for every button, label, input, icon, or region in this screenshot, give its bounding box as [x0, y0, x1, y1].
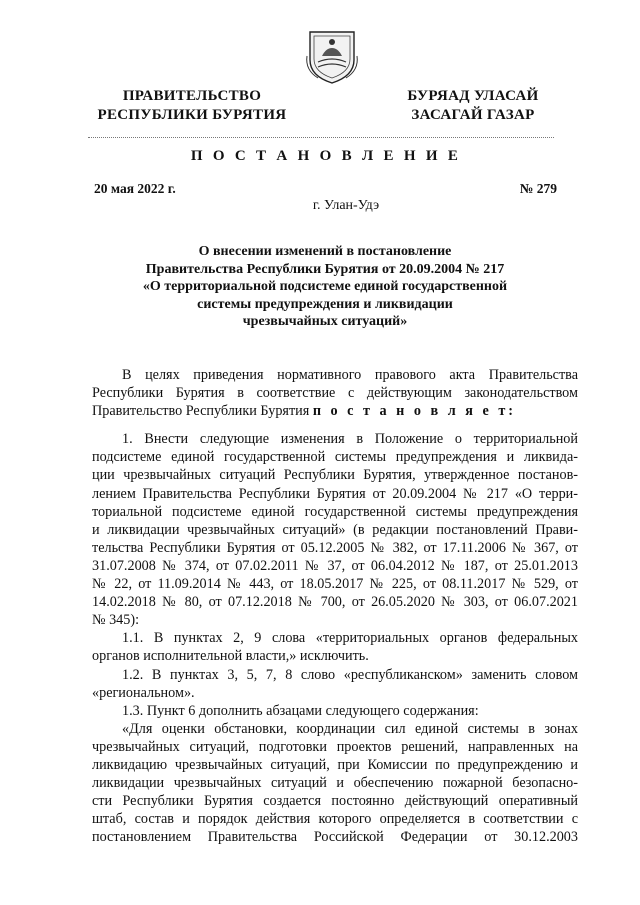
quote-line: сти Республики Бурятия создается постоянно действующий оперативный [92, 793, 578, 810]
preamble-text: Правительство Республики Бурятия [92, 403, 313, 420]
document-date: 20 мая 2022 г. [94, 181, 176, 196]
subject-line: Правительства Республики Бурятия от 20.09.2004 № 217 [145, 261, 505, 277]
item1-line: № 22, от 11.09.2014 № 443, от 18.05.2017 № 225, от 08.11.2017 № 529, от [92, 576, 578, 593]
header-right-line-2: ЗАСАГАЙ ГАЗАР [411, 107, 535, 123]
item1-line: ции чрезвычайных ситуаций Республики Бурятия, утвержденное постанов- [92, 467, 578, 484]
header-right [398, 87, 548, 125]
quote-line: постановлением Правительства Российской Федерации от 30.12.2003 [92, 829, 578, 846]
decree-word: п о с т а н о в л я е т: [312, 403, 517, 420]
quote-line: чрезвычайных ситуаций, подготовки проектов решений, направленных на [92, 738, 578, 755]
document-number: № 279 [519, 181, 557, 196]
item1-line: лением Правительства Республики Бурятия от 20.09.2004 № 217 «О терри- [92, 485, 578, 502]
item1-line: 1. Внести следующие изменения в Положение о территориальной [122, 431, 578, 448]
quote-line: штаб, состав и порядок действия которого определяется в соответствии с [92, 811, 578, 828]
quote-line: ликвидацию чрезвычайных ситуаций, при Комиссии по предупреждению и [92, 756, 578, 773]
item1-line: № 345): [92, 612, 140, 629]
quote-line: «Для оценки обстановки, координации сил единой системы в зонах [122, 720, 578, 737]
header-left [92, 87, 292, 125]
coat-of-arms-icon [304, 26, 360, 86]
item1-1-line: органов исполнительной власти,» исключить. [92, 648, 369, 665]
preamble-line: Республики Бурятия в соответствие с действующим законодательством [92, 385, 578, 402]
item1-2-line: «региональном». [92, 684, 195, 701]
item1-2-line: 1.2. В пунктах 3, 5, 7, 8 слово «республиканском» заменить словом [122, 666, 578, 683]
document-subject [0, 243, 640, 331]
item1-1-line: 1.1. В пунктах 2, 9 слова «территориальных органов федеральных [122, 630, 578, 647]
quote-line: ликвидации чрезвычайных ситуаций и обеспечению пожарной безопасно- [92, 775, 578, 792]
item1-line: 14.02.2018 № 80, от 07.12.2018 № 700, от 26.05.2020 № 303, от 06.07.2021 [92, 594, 578, 611]
preamble-line: В целях приведения нормативного правового акта Правительства [122, 367, 578, 383]
preamble-line [92, 402, 578, 420]
header-right-line-1: БУРЯАД УЛАСАЙ [407, 88, 539, 104]
subject-line: чрезвычайных ситуаций» [242, 314, 408, 329]
item1-line: ториальной подсистеме единой государственной системы предупреждения [92, 503, 578, 520]
header-left-line-1: ПРАВИТЕЛЬСТВО [122, 88, 262, 104]
item1-line: подсистеме единой государственной системы предупреждения и ликвида- [92, 449, 578, 466]
header-left-line-2: РЕСПУБЛИКИ БУРЯТИЯ [97, 107, 287, 123]
subject-line: О внесении изменений в постановление [198, 244, 452, 259]
subject-line: «О территориальной подсистеме единой государственной [142, 279, 508, 294]
item1-line: тельства Республики Бурятия от 05.12.2005 № 382, от 17.11.2006 № 367, от [92, 539, 578, 556]
document-city: г. Улан-Удэ [312, 198, 380, 213]
document-type: П О С Т А Н О В Л Е Н И Е [190, 148, 462, 164]
item1-3-line: 1.3. Пункт 6 дополнить абзацами следующего содержания: [122, 702, 479, 719]
document-body [92, 366, 578, 846]
item1-line: и ликвидации чрезвычайных ситуаций» (в редакции постановлений Прави- [92, 521, 578, 538]
header-divider [88, 137, 554, 138]
subject-line: системы предупреждения и ликвидации [197, 296, 453, 312]
item1-line: 31.07.2008 № 374, от 07.02.2011 № 37, от 06.04.2012 № 187, от 25.01.2013 [92, 557, 578, 574]
